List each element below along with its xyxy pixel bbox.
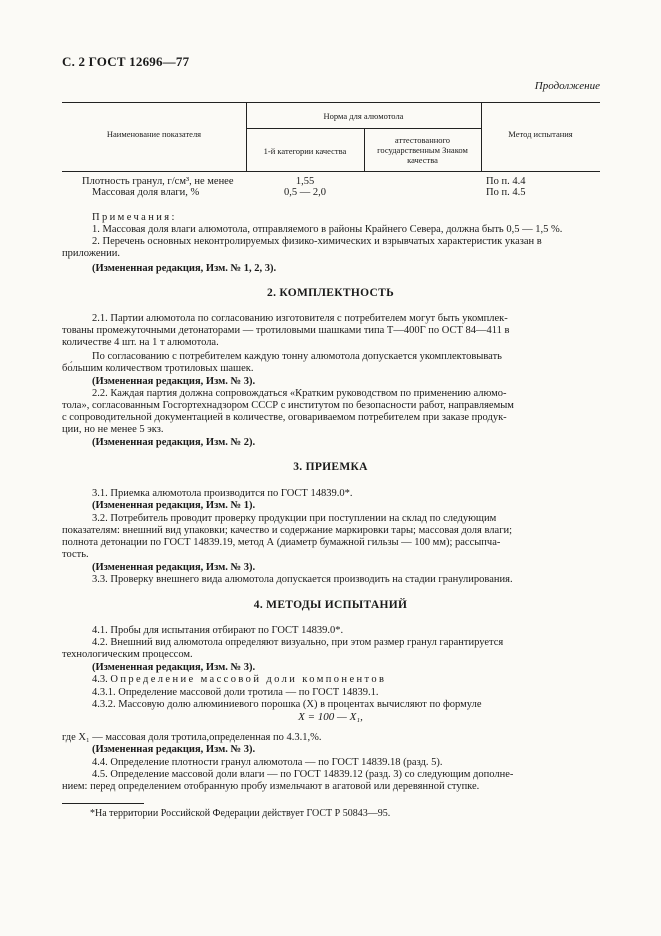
table-header-first-category: 1-й категории качества [263,146,347,156]
note-2-line-1: 2. Перечень основных неконтролируемых физико-химических и взрывчатых характеристик указан в [92,236,542,247]
table-header-method: Метод испытания [508,129,573,139]
table-row-1-name: Плотность гранул, г/см³, не менее [82,176,234,187]
s4-p2-l2: технологическим процессом. [62,649,193,660]
s2-edit-2: (Измененная редакция, Изм. № 2). [92,437,256,448]
s3-p2-l2: показателям: внешний вид упаковки; качество и содержание маркировки тары; массовая доля влаги; [62,525,513,536]
footnote: *На территории Российской Федерации действует ГОСТ Р 50843—95. [90,808,391,819]
notes-title: Примечания: [92,212,177,223]
table-row-1-method: По п. 4.4 [486,176,526,187]
footnote-rule [62,803,144,804]
s2-p3-l2: тола», согласованным Госгортехнадзором СССР с институтом по безопасности работ, направляемым [62,400,514,411]
table-row-2-name: Массовая доля влаги, % [92,187,200,198]
table-row-1-value: 1,55 [295,176,315,187]
s2-p3-l4: ции, но не менее 5 экз. [62,424,164,435]
s3-p2-l4: тость. [62,549,89,560]
s2-p1-l1: 2.1. Партии алюмотола по согласованию изготовителя с потребителем могут быть укомплек- [92,313,508,324]
notes-edit: (Измененная редакция, Изм. № 1, 2, 3). [92,263,277,274]
s3-p2-l1: 3.2. Потребитель проводит проверку продукции при поступлении на склад по следующим [92,513,497,524]
s4-p5-l1: 4.5. Определение массовой доли влаги — по ГОСТ 14839.12 (разд. 3) со следующим дополне- [92,769,514,780]
s2-p2-l1: По согласованию с потребителем каждую тонну алюмотола допускается укомплектовывать [92,351,502,362]
section-3-title: 3. ПРИЕМКА [293,461,368,473]
s4-p3-1: 4.3.1. Определение массовой доли тротила — по ГОСТ 14839.1. [92,687,379,698]
s4-p5-l2: нием: перед определением отобранную пробу измельчают в агатовой или деревянной ступке. [62,781,480,792]
s2-p2-l2: бо́льшим количеством тротиловых шашек. [62,363,254,374]
s2-p1-l2: тованы промежуточными детонаторами — тротиловыми шашками типа Т—400Г по ОСТ 84—411 в [62,325,510,336]
table-header-attested: аттестованного государственным Знаком качества [377,135,468,165]
table-header-name: Наименование показателя [106,129,202,139]
s4-p3-2: 4.3.2. Массовую долю алюминиевого порошка (X) в процентах вычисляют по формуле [92,699,482,710]
table-row-2-value: 0,5 — 2,0 [284,187,326,198]
table-row-2-method: По п. 4.5 [486,187,526,198]
section-2-title: 2. КОМПЛЕКТНОСТЬ [267,287,394,299]
note-2-line-2: приложении. [62,248,120,259]
s3-p2-l3: полнота детонации по ГОСТ 14839.19, метод А (диаметр бумажной гильзы — 100 мм); рассыпча- [62,537,501,548]
s4-p3: 4.3. Определение массовой доли компонентов [92,674,387,685]
s3-edit-1: (Измененная редакция, Изм. № 1). [92,500,256,511]
s3-p3: 3.3. Проверку внешнего вида алюмотола допускается производить на стадии гранулирования. [92,574,513,585]
s3-edit-2: (Измененная редакция, Изм. № 3). [92,562,256,573]
s2-p3-l1: 2.2. Каждая партия должна сопровождаться «Кратким руководством по применению алюмо- [92,388,507,399]
s2-edit-1: (Измененная редакция, Изм. № 3). [92,376,256,387]
s4-p2-l1: 4.2. Внешний вид алюмотола определяют визуально, при этом размер гранул гарантируется [92,637,504,648]
continuation-label: Продолжение [534,80,600,92]
s4-p1: 4.1. Пробы для испытания отбирают по ГОСТ 14839.0*. [92,625,344,636]
s2-p3-l3: с сопроводительной документацией в количестве, оговариваемом потребителем при заказе продук- [62,412,507,423]
section-4-title: 4. МЕТОДЫ ИСПЫТАНИЙ [253,599,408,611]
page-header: С. 2 ГОСТ 12696—77 [62,54,190,69]
norms-table [62,102,600,172]
s3-p1: 3.1. Приемка алюмотола производится по ГОСТ 14839.0*. [92,488,353,499]
table-header-norm: Норма для алюмотола [323,111,404,121]
formula: X = 100 — X₁, [298,711,363,723]
s2-p1-l3: количестве 4 шт. на 1 т алюмотола. [62,337,219,348]
s4-p4: 4.4. Определение плотности гранул алюмотола — по ГОСТ 14839.18 (разд. 5). [92,757,443,768]
formula-explanation: где X₁ — массовая доля тротила,определенная по 4.3.1,%. [62,732,322,743]
note-1: 1. Массовая доля влаги алюмотола, отправляемого в районы Крайнего Севера, должна быть 0,5 — 1,5 %. [92,224,563,235]
s4-edit-1: (Измененная редакция, Изм. № 3). [92,662,256,673]
s4-edit-2: (Измененная редакция, Изм. № 3). [92,744,256,755]
